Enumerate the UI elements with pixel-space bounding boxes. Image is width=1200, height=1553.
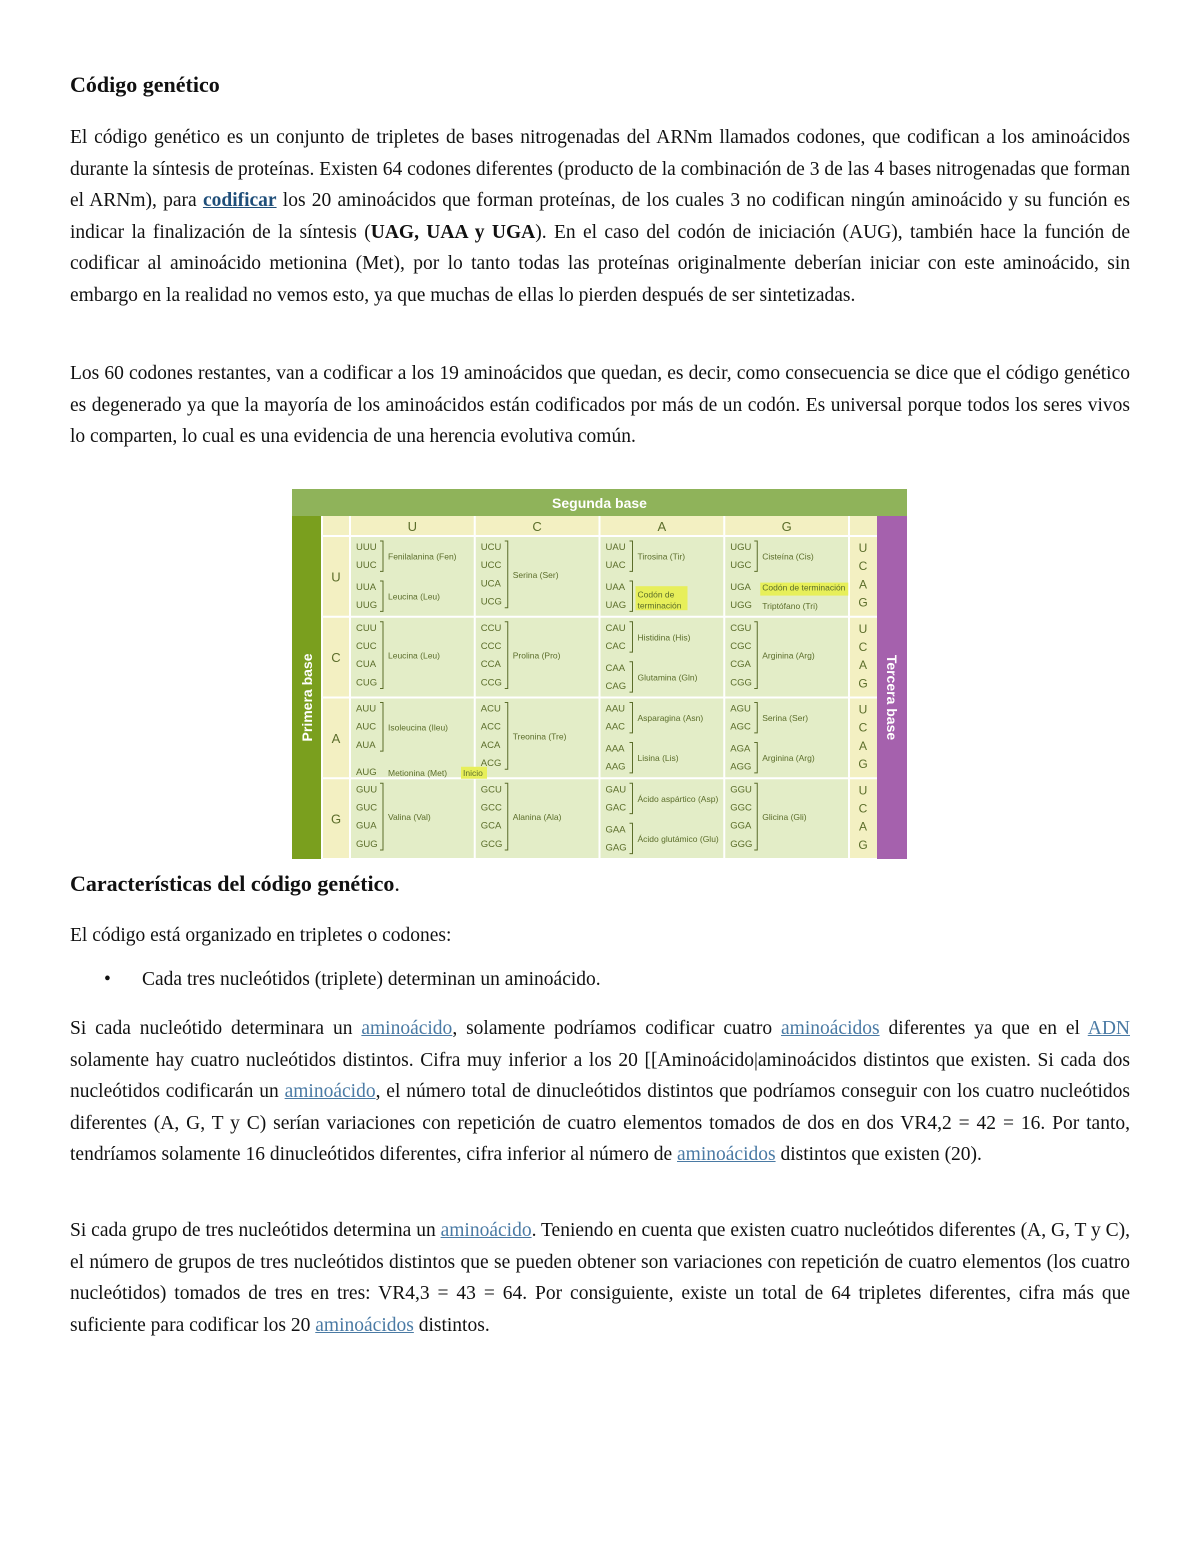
codon-label: GGA <box>730 820 752 832</box>
text: distintos que existen (20). <box>775 1144 982 1166</box>
codon-label: ACC <box>480 721 501 733</box>
amino-acid-label: Treonina (Tre) <box>512 731 567 742</box>
amino-acid-label: Glutamina (Gln) <box>637 672 698 683</box>
amino-acid-label: Leucina (Leu) <box>388 650 440 661</box>
amino-acid-label: Arginina (Arg) <box>762 650 815 661</box>
amino-acid-label: Tirosina (Tir) <box>637 551 686 562</box>
amino-acid-label: Serina (Ser) <box>512 569 559 580</box>
link-codificar[interactable]: codificar <box>202 190 277 212</box>
amino-acid-label: Lisina (Lis) <box>637 753 679 764</box>
codon-label: ACU <box>480 703 501 715</box>
top-header-label: Segunda base <box>552 495 647 511</box>
text: diferentes ya que en el <box>879 1018 1088 1039</box>
codon-label: GAC <box>605 802 627 814</box>
codon-label: CCA <box>480 659 501 671</box>
heading-codigo-genetico: Código genético <box>70 72 220 97</box>
codon-label: CUU <box>356 622 377 634</box>
third-base-label: G <box>858 837 868 852</box>
third-base-label: U <box>858 541 868 555</box>
codon-label: GCC <box>480 802 502 814</box>
amino-acid-label: terminación <box>637 600 682 611</box>
third-base-label: C <box>858 720 868 735</box>
amino-acid-label: Histidina (His) <box>637 632 691 643</box>
amino-acid-label: Triptófano (Tri) <box>762 600 818 611</box>
codon-label: AAG <box>605 761 626 773</box>
codon-label: UUA <box>356 582 377 594</box>
codon-label: CGG <box>730 677 752 689</box>
list-item <box>70 964 1130 996</box>
paragraph-dinucleotidos <box>70 1013 1130 1171</box>
text: El código genético es un conjunto de tripletes de bases nitrogenadas del ARNm llamados codones, que codifican a los aminoácidos durante la síntesis de proteínas. Existen 64 codones diferentes (producto de la combinación de 3 de las 4 bases nitrogenadas que forman el ARNm), para <box>70 127 1130 212</box>
amino-acid-label: Arginina (Arg) <box>762 753 815 764</box>
codon-label: GCA <box>480 820 502 832</box>
text: . Teniendo en cuenta que existen cuatro nucleótidos diferentes (A, G, T y C), el número de grupos de tres nucleótidos distintos que se pueden obtener son variaciones con repetición de cuatro elementos (los cuatro nucleótidos) tomados de tres en tres: VR4,3 = 43 = 64. Por consiguiente, existe un total de 64 tripletes diferentes, cifra más que suficiente para codificar los 20 <box>70 1220 1130 1336</box>
codon-label: CUA <box>356 659 377 671</box>
amino-acid-label: Ácido glutámico (Glu) <box>637 833 719 844</box>
codon-label: UAU <box>605 542 626 553</box>
amino-acid-label: Serina (Ser) <box>762 713 809 724</box>
amino-acid-label: Valina (Val) <box>388 812 431 823</box>
text: , solamente podríamos codificar cuatro <box>452 1018 782 1039</box>
codon-label: UCG <box>480 596 502 608</box>
bullet-icon: • <box>104 969 111 990</box>
heading-text: Características del código genético <box>70 871 395 896</box>
text: distintos. <box>413 1314 490 1336</box>
codon-label: CAC <box>605 640 626 652</box>
left-header-label: Primera base <box>299 653 315 742</box>
stop-codons-bold: UAG, UAA y UGA <box>370 221 536 243</box>
second-base-label: U <box>407 519 418 534</box>
text: , el número total de dinucleótidos distintos que podríamos conseguir con los cuatro nucleótidos diferentes (A, G, T y C) serían variaciones con repetición de cuatro elementos tomados de dos en dos VR4,2 = 42 = 16. Por tanto, tendríamos solamente 16 dinucleótidos diferentes, cifra inferior al número de <box>70 1081 1130 1166</box>
codon-label: AAU <box>605 703 626 715</box>
heading-caracteristicas <box>70 871 400 897</box>
list-item-text: Cada tres nucleótidos (triplete) determinan un aminoácido. <box>142 969 601 990</box>
codon-label: CGU <box>730 622 752 634</box>
codon-table-figure <box>292 489 907 859</box>
link-aminoacido[interactable]: aminoácido <box>284 1081 376 1103</box>
link-aminoacido[interactable]: aminoácido <box>440 1220 532 1241</box>
codon-label: UCU <box>480 542 502 553</box>
codon-table-svg <box>292 489 907 859</box>
codon-label: UCA <box>480 578 501 590</box>
third-base-label: C <box>858 559 868 574</box>
codon-label: CAG <box>605 680 627 692</box>
codon-label: UCC <box>480 560 502 572</box>
link-aminoacido[interactable]: aminoácido <box>361 1018 453 1039</box>
heading-dot: . <box>394 871 400 896</box>
text: Si cada grupo de tres nucleótidos determina un <box>70 1220 441 1241</box>
text: solamente hay cuatro nucleótidos distintos. Cifra muy inferior a los 20 [[Aminoácido|aminoácidos distintos que existen. Si cada dos nucleótidos codificarán un <box>70 1049 1130 1103</box>
codon-label: GUC <box>356 802 378 814</box>
text: los 20 aminoácidos que forman proteínas, de los cuales 3 no codifican ningún aminoácido y su función es indicar la finalización de la síntesis ( <box>70 190 1130 243</box>
third-base-label: U <box>858 621 868 636</box>
amino-acid-label: Prolina (Pro) <box>512 650 561 661</box>
third-base-label: U <box>858 783 868 798</box>
amino-acid-label: Codón de terminación <box>762 582 846 593</box>
first-base-label: A <box>331 730 341 746</box>
third-base-label: A <box>858 577 868 592</box>
codon-label: AUU <box>356 703 377 715</box>
amino-acid-label: Leucina (Leu) <box>388 591 440 602</box>
codon-label: CUG <box>356 677 378 689</box>
codon-label: AAC <box>605 721 626 733</box>
third-base-label: G <box>858 757 868 772</box>
first-base-column <box>322 516 350 859</box>
codon-label: AAA <box>605 743 625 755</box>
text: ). En el caso del codón de iniciación (AUG), también hace la función de codificar al aminoácido metionina (Met), por lo tanto todas las proteínas originalmente deberían iniciar con este aminoácido, sin embargo en la realidad no vemos esto, ya que muchas de ellas lo pierden después de ser sintetizadas. <box>70 221 1130 306</box>
codon-label: GUG <box>356 838 378 850</box>
amino-acid-label: Glicina (Gli) <box>762 812 807 823</box>
codon-label: CCG <box>480 677 502 689</box>
codon-label: UGA <box>730 582 751 594</box>
amino-acid-label: Isoleucina (Ileu) <box>388 722 449 733</box>
first-base-label: C <box>331 650 341 666</box>
codon-label: AGC <box>730 721 751 733</box>
codon-label: GCG <box>480 838 503 850</box>
link-aminoacidos[interactable]: aminoácidos <box>315 1314 414 1336</box>
codon-label: UUU <box>356 542 377 553</box>
bullet-list <box>70 964 1130 996</box>
link-adn[interactable]: ADN <box>1087 1018 1130 1039</box>
codon-label: GCU <box>480 784 502 796</box>
third-base-label: A <box>858 658 868 673</box>
third-base-label: U <box>858 702 868 717</box>
paragraph-degenerate: Los 60 codones restantes, van a codificar a los 19 aminoácidos que quedan, es decir, como consecuencia se dice que el código genético es degenerado ya que la mayoría de los aminoácidos están codificados por más de un codón. Es universal porque todos los seres vivos lo comparten, lo cual es una evidencia de una herencia evolutiva común. <box>70 363 1130 448</box>
codon-label: AUA <box>356 739 376 751</box>
codon-label: AUC <box>356 721 377 733</box>
codon-label: CGC <box>730 640 752 652</box>
amino-acid-label: Asparagina (Asn) <box>637 713 704 724</box>
codon-label: UGC <box>730 560 752 572</box>
second-base-label: C <box>532 519 542 534</box>
codon-label: GUA <box>356 820 377 832</box>
codon-label: GAU <box>605 784 627 796</box>
third-base-label: G <box>858 595 868 610</box>
paragraph-tripletes <box>70 1215 1130 1341</box>
third-base-label: A <box>858 819 868 834</box>
codon-label: AGA <box>730 743 751 755</box>
codon-label: CCC <box>480 640 502 652</box>
codon-label: GAG <box>605 842 627 854</box>
codon-label: ACG <box>480 758 502 770</box>
codon-label: GGG <box>730 838 753 850</box>
amino-acid-label: Cisteína (Cis) <box>762 551 814 562</box>
first-base-label: U <box>331 569 341 585</box>
amino-acid-label: Ácido aspártico (Asp) <box>637 793 719 804</box>
codon-label: CGA <box>730 659 751 671</box>
right-header-label: Tercera base <box>884 654 900 741</box>
third-base-label: C <box>858 801 868 816</box>
third-base-label: A <box>858 738 868 753</box>
paragraph-intro <box>70 122 1130 312</box>
codon-label: UGU <box>730 542 752 553</box>
codon-label: UGG <box>730 600 752 612</box>
amino-acid-label: Alanina (Ala) <box>512 812 562 823</box>
amino-acid-label: Metionina (Met) <box>388 767 448 778</box>
link-aminoacidos[interactable]: aminoácidos <box>677 1144 776 1166</box>
codon-label: GAA <box>605 824 626 836</box>
codon-label: UAA <box>605 582 626 594</box>
paragraph-organizado: El código está organizado en tripletes o codones: <box>70 925 452 946</box>
codon-label: CAU <box>605 622 626 634</box>
second-base-label: G <box>781 519 792 534</box>
link-aminoacidos[interactable]: aminoácidos <box>781 1018 880 1039</box>
codon-label: ACA <box>480 739 501 751</box>
third-base-label: C <box>858 639 868 654</box>
second-base-label: A <box>657 519 667 534</box>
codon-label: UUG <box>356 600 378 612</box>
amino-acid-label: Codón de <box>637 589 675 600</box>
codon-label: CAA <box>605 662 626 674</box>
codon-label: GUU <box>356 784 378 796</box>
first-base-label: G <box>330 811 342 827</box>
codon-label: UAG <box>605 600 627 612</box>
codon-label: CCU <box>480 622 502 634</box>
amino-acid-label: Fenilalanina (Fen) <box>388 551 457 562</box>
text: Si cada nucleótido determinara un <box>70 1018 362 1039</box>
codon-label: UUC <box>356 560 377 572</box>
codon-label: AUG <box>356 767 377 779</box>
codon-label: GGU <box>730 784 752 796</box>
start-label: Inicio <box>463 767 483 778</box>
codon-label: AGG <box>730 761 752 773</box>
codon-label: CUC <box>356 640 377 652</box>
codon-label: UAC <box>605 560 626 572</box>
codon-label: AGU <box>730 703 751 715</box>
third-base-label: G <box>858 676 868 691</box>
codon-label: GGC <box>730 802 752 814</box>
